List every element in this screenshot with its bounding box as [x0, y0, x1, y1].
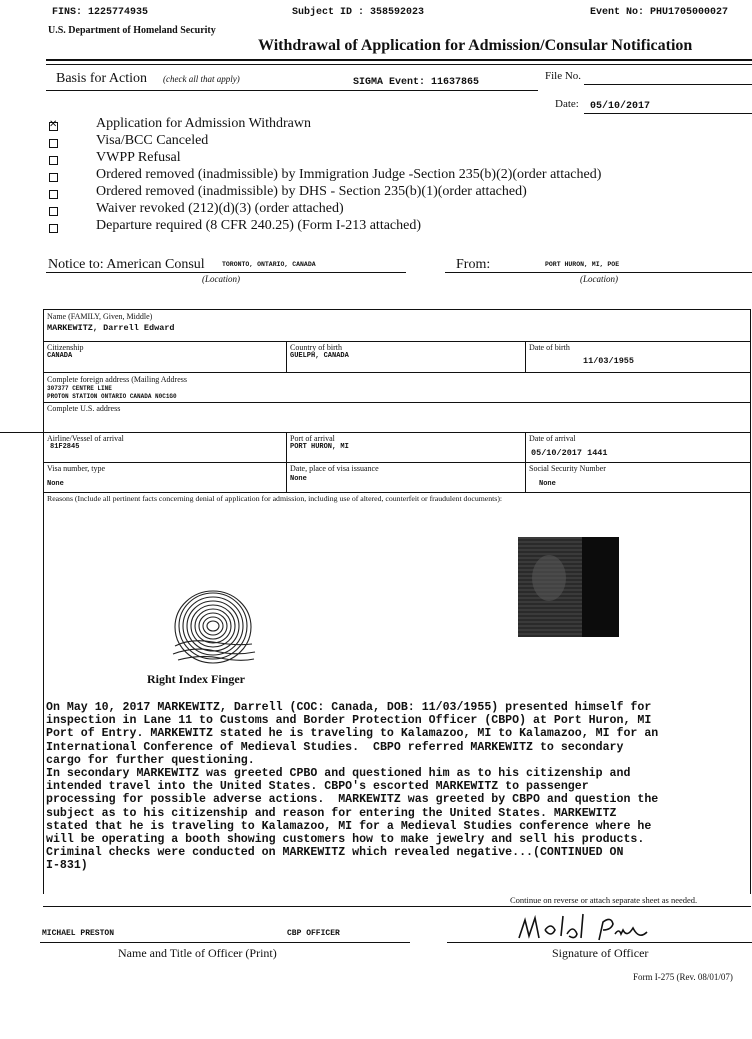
checkbox-label-vwpp-refusal: VWPP Refusal	[96, 150, 181, 165]
citizenship-label: Citizenship	[47, 343, 84, 352]
date-label: Date:	[555, 98, 579, 110]
notice-from-caption: (Location)	[580, 274, 618, 284]
fingerprint-image	[170, 586, 256, 664]
name-label: Name (FAMILY, Given, Middle)	[47, 312, 153, 321]
reasons-label: Reasons (Include all pertinent facts concerning denial of application for admission, including use of altered, counterfeit or fraudulent documents):	[47, 494, 503, 503]
notice-to-line	[46, 272, 406, 273]
form-id: Form I-275 (Rev. 08/01/07)	[633, 972, 733, 982]
header-rule	[46, 59, 752, 61]
narrative-line: will be operating a booth showing customers how to make jewelry and sell his products.	[46, 833, 645, 847]
airline-value: 81F2845	[50, 443, 80, 451]
basis-note: (check all that apply)	[163, 74, 240, 84]
narrative-line: stated that he is traveling to Kalamazoo, MI for a Medieval Studies conference where he	[46, 819, 652, 833]
ssn-value: None	[539, 480, 556, 488]
grid-divider	[286, 341, 287, 372]
visa-value: None	[47, 480, 64, 488]
narrative-line: Port of Entry. MARKEWITZ stated he is traveling to Kalamazoo, MI to Kalamazoo, MI for an	[46, 727, 659, 741]
narrative-line: processing for possible adverse actions. MARKEWITZ was greeted by CBPO and question the	[46, 793, 659, 807]
continue-note: Continue on reverse or attach separate sheet as needed.	[510, 895, 698, 905]
narrative-text	[46, 701, 658, 873]
foreign-address-line2: PROTON STATION ONTARIO CANADA N0C1G0	[47, 393, 177, 400]
notice-from-label: From:	[456, 257, 491, 272]
grid-rule	[43, 492, 751, 493]
narrative-line: cargo for further questioning.	[46, 753, 255, 767]
foreign-address-label: Complete foreign address (Mailing Address	[47, 375, 187, 384]
citizenship-value: CANADA	[47, 352, 73, 360]
checkbox-label-waiver-revoked: Waiver revoked (212)(d)(3) (order attached)	[96, 201, 344, 216]
checkbox-label-removed-dhs: Ordered removed (inadmissible) by DHS - Section 235(b)(1)(order attached)	[96, 184, 527, 199]
fins-number: FINS: 1225774935	[52, 7, 149, 18]
signature-line	[447, 942, 752, 943]
checkbox-waiver-revoked[interactable]	[49, 207, 58, 216]
grid-rule	[43, 462, 751, 463]
name-value: MARKEWITZ, Darrell Edward	[47, 323, 175, 333]
notice-to-caption: (Location)	[202, 274, 240, 284]
grid-rule	[43, 309, 751, 310]
dob-value: 11/03/1955	[583, 356, 635, 366]
narrative-line: intended travel into the United States. CBPO's escorted MARKEWITZ to passenger	[46, 780, 589, 794]
visa-issuance-value: None	[290, 475, 307, 483]
grid-divider	[525, 432, 526, 492]
visa-issuance-label: Date, place of visa issuance	[290, 464, 379, 473]
grid-bottom-rule	[43, 906, 751, 907]
checkbox-label-departure-required: Departure required (8 CFR 240.25) (Form I-213 attached)	[96, 218, 422, 233]
checkbox-departure-required[interactable]	[49, 224, 58, 233]
narrative-line: inspection in Lane 11 to Customs and Border Protection Officer (CBPO) at Port Huron, MI	[46, 714, 652, 728]
officer-title: CBP OFFICER	[287, 929, 340, 938]
narrative-line: In secondary MARKEWITZ was greeted CPBO and questioned him as to his citizenship and	[46, 767, 631, 781]
grid-right-border	[750, 309, 751, 894]
officer-name-caption: Name and Title of Officer (Print)	[118, 946, 277, 960]
visa-label: Visa number, type	[47, 464, 106, 473]
checkbox-visa-canceled[interactable]	[49, 139, 58, 148]
fingerprint-caption: Right Index Finger	[147, 672, 246, 686]
sigma-event: SIGMA Event: 11637865	[353, 77, 480, 88]
grid-rule	[43, 341, 751, 342]
airline-label: Airline/Vessel of arrival	[47, 434, 124, 443]
event-number: Event No: PHU1705000027	[590, 7, 729, 18]
checkbox-label-visa-canceled: Visa/BCC Canceled	[96, 133, 209, 148]
checkbox-label-withdrawn: Application for Admission Withdrawn	[96, 116, 311, 131]
officer-name: MICHAEL PRESTON	[42, 929, 115, 938]
narrative-line: On May 10, 2017 MARKEWITZ, Darrell (COC: Canada, DOB: 11/03/1955) presented himself for	[46, 701, 652, 714]
basis-underline	[46, 90, 538, 91]
poa-label: Port of arrival	[290, 434, 335, 443]
notice-to-value: TORONTO, ONTARIO, CANADA	[222, 261, 316, 268]
doa-label: Date of arrival	[529, 434, 576, 443]
cob-value: GUELPH, CANADA	[290, 352, 349, 360]
grid-divider	[286, 432, 287, 492]
notice-from-value: PORT HURON, MI, POE	[545, 261, 620, 268]
notice-from-line	[445, 272, 752, 273]
cob-label: Country of birth	[290, 343, 342, 352]
poa-value: PORT HURON, MI	[290, 443, 349, 451]
narrative-line: I-831)	[46, 859, 88, 873]
narrative-line: subject as to his citizenship and reason for entering the United States. MARKEWITZ	[46, 806, 617, 820]
grid-left-border	[43, 309, 44, 894]
checkbox-removed-dhs[interactable]	[49, 190, 58, 199]
foreign-address-line1: 307377 CENTRE LINE	[47, 385, 112, 392]
doa-value: 05/10/2017 1441	[531, 448, 608, 458]
signature-caption: Signature of Officer	[552, 946, 649, 960]
ssn-label: Social Security Number	[529, 464, 606, 473]
form-title: Withdrawal of Application for Admission/Consular Notification	[258, 37, 693, 54]
file-no-line	[584, 84, 752, 85]
us-address-label: Complete U.S. address	[47, 404, 121, 413]
officer-name-line	[40, 942, 410, 943]
checkbox-withdrawn[interactable]	[49, 122, 58, 131]
grid-rule	[0, 432, 751, 433]
subject-id: Subject ID : 358592023	[292, 7, 425, 18]
basis-label: Basis for Action	[56, 71, 147, 86]
notice-to-label: Notice to: American Consul	[48, 257, 205, 272]
dob-label: Date of birth	[529, 343, 570, 352]
subject-photo	[518, 537, 619, 637]
narrative-line: Criminal checks were conducted on MARKEWITZ which revealed negative...(CONTINUED ON	[46, 846, 624, 860]
header-rule-thin	[46, 64, 752, 65]
date-value: 05/10/2017	[590, 101, 651, 112]
file-no-label: File No.	[545, 70, 582, 82]
grid-rule	[43, 402, 751, 403]
checkbox-label-removed-ij: Ordered removed (inadmissible) by Immigration Judge -Section 235(b)(2)(order attached)	[96, 167, 602, 182]
narrative-line: International Conference of Medieval Studies. CBPO referred MARKEWITZ to secondary	[46, 740, 624, 754]
department-name: U.S. Department of Homeland Security	[48, 25, 216, 36]
checkbox-vwpp-refusal[interactable]	[49, 156, 58, 165]
grid-divider	[525, 341, 526, 372]
checkbox-removed-ij[interactable]	[49, 173, 58, 182]
date-line	[584, 113, 752, 114]
grid-rule	[43, 372, 751, 373]
